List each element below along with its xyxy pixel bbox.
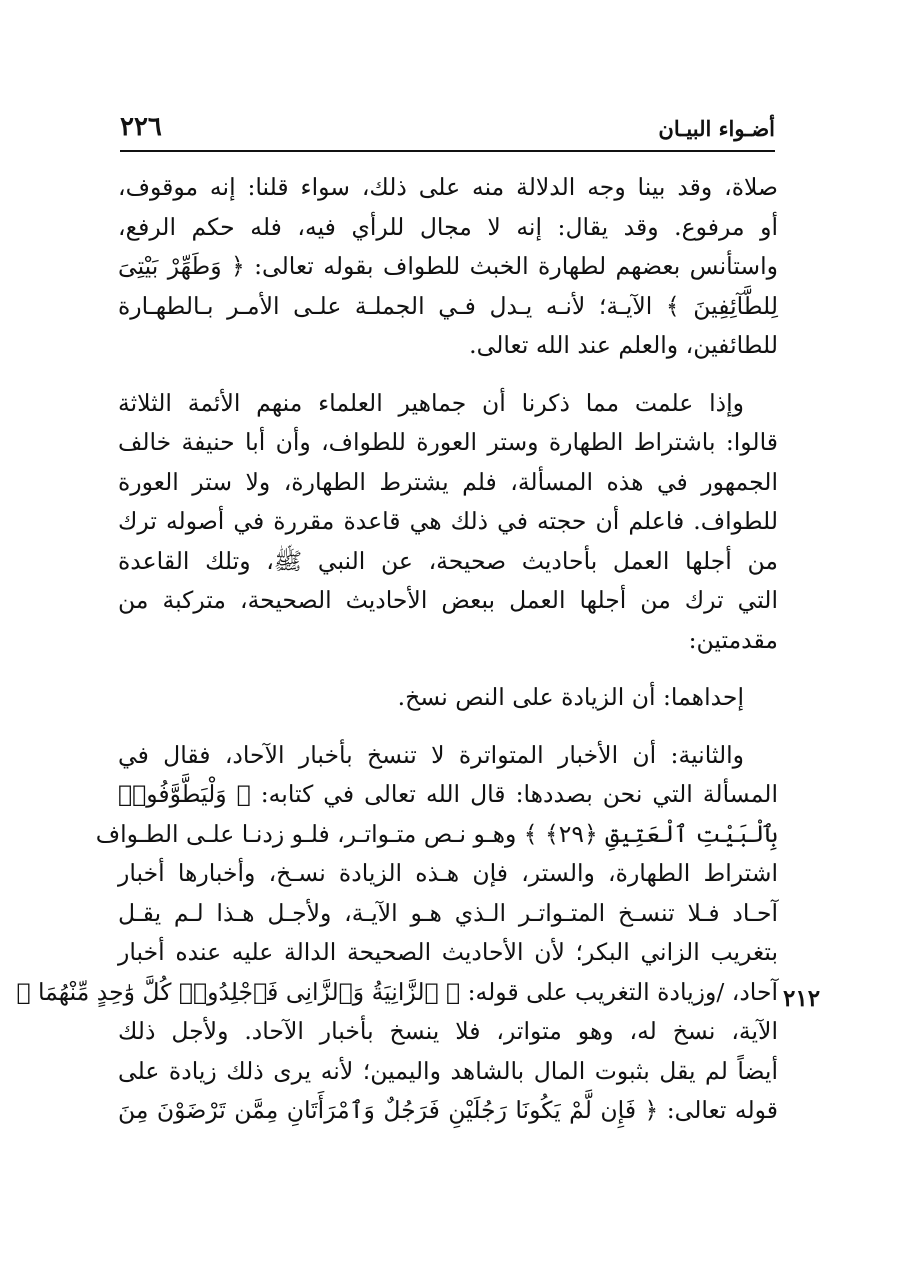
text-line: بتغريب الزاني البكر؛ لأن الأحاديث الصحيحة الدالة عليه عنده أخبار bbox=[118, 938, 778, 966]
text-line: قالوا: باشتراط الطهارة وستر العورة للطواف، وأن أبا حنيفة خالف bbox=[118, 428, 778, 456]
text-line: اشتراط الطهارة، والستر، فإن هـذه الزيادة نسـخ، وأخبارها أخبار bbox=[118, 859, 778, 887]
text-line: مقدمتين: bbox=[688, 625, 778, 654]
text-line: واستأنس بعضهم لطهارة الخبث للطواف بقوله تعالى: ﴿ وَطَهِّرْ بَيْتِىَ bbox=[118, 252, 778, 280]
page-number: ٢٢٦ bbox=[120, 112, 162, 142]
text-line: بِٱلْبَيْتِ ٱلْعَتِيقِ ﴿٢٩﴾ ﴾ وهـو نـص متـواتـر، فلـو زدنـا علـى الطـواف bbox=[95, 819, 778, 848]
paragraph-2 bbox=[118, 384, 778, 661]
text-line: من أجلها العمل بأحاديث صحيحة، عن النبي ﷺ، وتلك القاعدة bbox=[118, 546, 778, 575]
text-line: أيضاً لم يقل بثبوت المال بالشاهد واليمين؛ لأنه يرى ذلك زيادة على bbox=[118, 1056, 778, 1085]
text-line: آحـاد فـلا تنسـخ المتـواتـر الـذي هـو الآيـة، ولأجـل هـذا لـم يقـل bbox=[118, 898, 778, 927]
text-line: الآية، نسخ له، وهو متواتر، فلا ينسخ بأخبار الآحاد. ولأجل ذلك bbox=[118, 1017, 778, 1045]
text-line: إحداهما: أن الزيادة على النص نسخ. bbox=[397, 683, 744, 711]
text-line: والثانية: أن الأخبار المتواترة لا تنسخ بأخبار الآحاد، فقال في bbox=[118, 740, 744, 769]
header-divider bbox=[120, 150, 775, 152]
text-line: المسألة التي نحن بصددها: قال الله تعالى في كتابه: ﴿ وَلْيَطَّوَّفُوا۟ bbox=[118, 780, 778, 808]
text-line: أو مرفوع. وقد يقال: إنه لا مجال للرأي فيه، فله حكم الرفع، bbox=[118, 212, 778, 241]
body-text bbox=[16, 168, 778, 1131]
text-line: لِلطَّآئِفِينَ ﴾ الآيـة؛ لأنـه يـدل فـي الجملـة علـى الأمـر بـالطهـارة bbox=[118, 291, 778, 320]
text-line: الجمهور في هذه المسألة، فلم يشترط الطهارة، ولا ستر العورة bbox=[118, 467, 778, 496]
paragraph-1 bbox=[118, 168, 778, 366]
text-line: للطائفين، والعلم عند الله تعالى. bbox=[469, 331, 778, 359]
text-line: قوله تعالى: ﴿ فَإِن لَّمْ يَكُونَا رَجُلَيْنِ فَرَجُلٌ وَٱمْرَأَتَانِ مِمَّن تَرْضَوْنَ مِنَ bbox=[118, 1096, 778, 1124]
text-line: وإذا علمت مما ذكرنا أن جماهير العلماء منهم الأئمة الثلاثة bbox=[118, 388, 744, 417]
paragraph-4 bbox=[16, 736, 778, 1131]
page-header bbox=[120, 112, 775, 152]
margin-page-reference: ٢١٢ bbox=[783, 985, 821, 1012]
book-title: أضـواء البيـان bbox=[658, 116, 775, 141]
text-line: آحاد، /وزيادة التغريب على قوله: ﴿ ٱلزَّانِيَةُ وَٱلزَّانِى فَٱجْلِدُوا۟ كُلَّ وَٰحِدٍ مِّنْهُمَا ﴾ bbox=[16, 977, 778, 1006]
text-line: صلاة، وقد بينا وجه الدلالة منه على ذلك، سواء قلنا: إنه موقوف، bbox=[118, 173, 778, 201]
text-line: التي ترك من أجلها العمل ببعض الأحاديث الصحيحة، متركبة من bbox=[118, 586, 778, 614]
paragraph-3 bbox=[118, 678, 778, 718]
text-line: للطواف. فاعلم أن حجته في ذلك هي قاعدة مقررة في أصوله ترك bbox=[118, 507, 778, 535]
